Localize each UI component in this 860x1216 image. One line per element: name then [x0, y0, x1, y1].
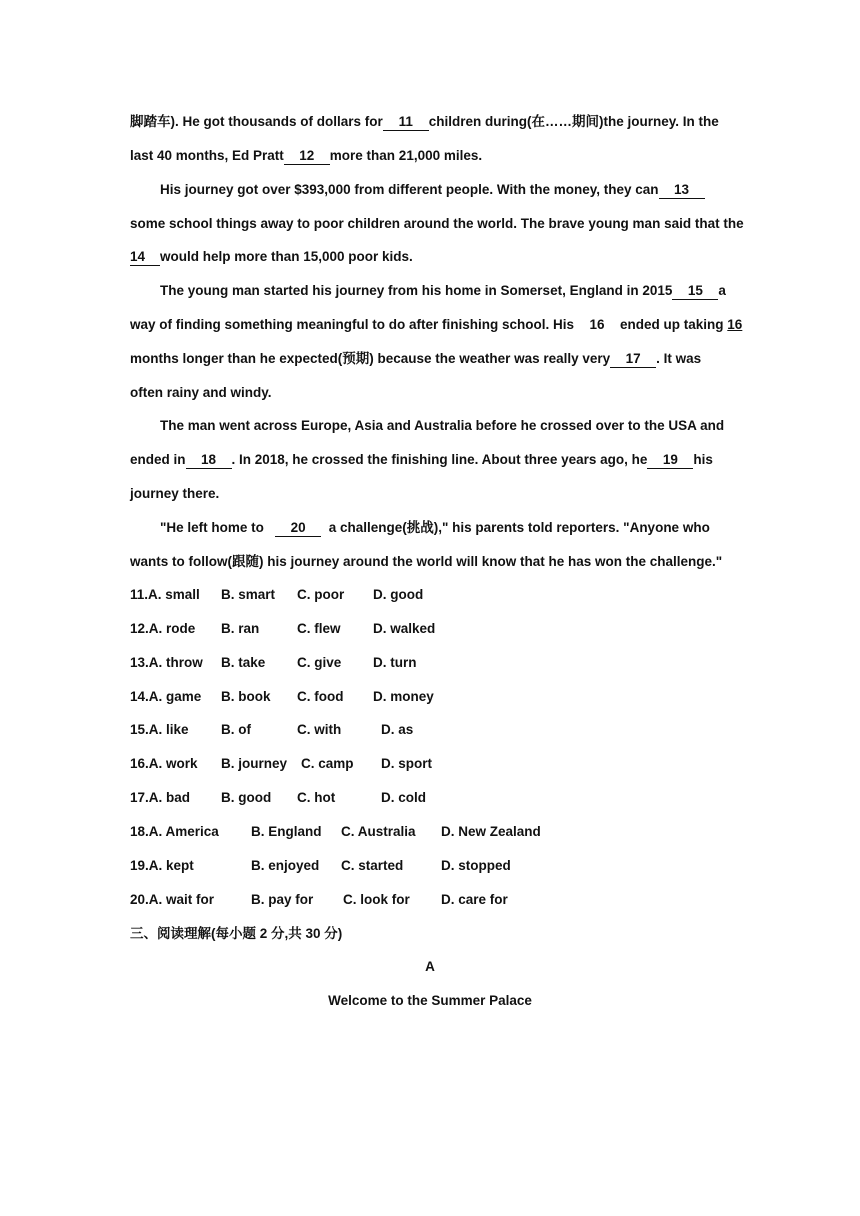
text: The young man started his journey from his home in Somerset, England in 2015 [160, 283, 673, 298]
text: . In 2018, he crossed the finishing line. About three years ago, he [231, 452, 648, 467]
blank-19: 19 [647, 452, 693, 469]
q12-option-a: 12.A. rode [130, 621, 196, 636]
text: wants to follow(跟随) his journey around the world will know that he has won the challenge." [130, 554, 723, 569]
q13-option-d: D. turn [373, 655, 417, 670]
q13-option-c: C. give [297, 655, 342, 670]
q17-option-d: D. cold [381, 790, 427, 805]
q11-option-b: B. smart [221, 587, 276, 602]
text: . It was [656, 351, 702, 366]
text: children during(在……期间)the journey. In the [428, 114, 719, 129]
passage-line-14 [130, 553, 722, 571]
passage-line-5 [130, 248, 413, 266]
passage-line-12 [130, 485, 219, 503]
blank-13: 13 [659, 182, 705, 199]
blank-12: 12 [284, 148, 330, 165]
q19-option-b: B. enjoyed [251, 858, 320, 873]
text: ended in [130, 452, 186, 467]
passage-line-3 [160, 181, 705, 199]
q15-option-a: 15.A. like [130, 722, 189, 737]
q14-option-b: B. book [221, 689, 271, 704]
text: months longer than he expected(预期) because the weather was really very [130, 351, 611, 366]
passage-line-2 [130, 147, 482, 165]
q20-option-b: B. pay for [251, 892, 314, 907]
q16-option-c: C. camp [301, 756, 354, 771]
q15-option-d: D. as [381, 722, 414, 737]
text: journey there. [130, 486, 220, 501]
reading-title: Welcome to the Summer Palace [328, 993, 532, 1008]
text: often rainy and windy. [130, 385, 272, 400]
passage-line-6 [160, 282, 726, 300]
q14-option-d: D. money [373, 689, 434, 704]
passage-line-8 [130, 350, 701, 368]
part-label: A [425, 959, 435, 974]
text: last 40 months, Ed Pratt [130, 148, 284, 163]
q15-option-c: C. with [297, 722, 342, 737]
q18-option-c: C. Australia [341, 824, 416, 839]
text: way of finding something meaningful to do after finishing school. His [130, 317, 575, 332]
underlined-16: 16 [727, 317, 743, 332]
q18-option-d: D. New Zealand [441, 824, 541, 839]
q17-option-a: 17.A. bad [130, 790, 191, 805]
q12-option-d: D. walked [373, 621, 436, 636]
text: a challenge(挑战)," his parents told reporters. "Anyone who [328, 520, 710, 535]
text: his [693, 452, 713, 467]
q17-option-b: B. good [221, 790, 272, 805]
q11-option-a: 11.A. small [130, 587, 200, 602]
q19-option-c: C. started [341, 858, 404, 873]
text: His journey got over $393,000 from different people. With the money, they can [160, 182, 659, 197]
text: some school things away to poor children around the world. The brave young man said that the [130, 216, 744, 231]
q16-option-d: D. sport [381, 756, 433, 771]
blank-18: 18 [186, 452, 232, 469]
q18-option-a: 18.A. America [130, 824, 219, 839]
q18-option-b: B. England [251, 824, 322, 839]
q13-option-b: B. take [221, 655, 266, 670]
q16-option-a: 16.A. work [130, 756, 198, 771]
q19-option-a: 19.A. kept [130, 858, 194, 873]
q20-option-a: 20.A. wait for [130, 892, 215, 907]
blank-20: 20 [275, 520, 321, 537]
q19-option-d: D. stopped [441, 858, 511, 873]
q16-option-b: B. journey [221, 756, 288, 771]
q20-option-c: C. look for [343, 892, 410, 907]
text: 脚踏车). He got thousands of dollars for [130, 114, 383, 129]
text: a [718, 283, 726, 298]
number-16: 16 [589, 317, 605, 332]
q12-option-b: B. ran [221, 621, 260, 636]
passage-line-9 [130, 384, 272, 402]
q14-option-a: 14.A. game [130, 689, 202, 704]
passage-line-7 [130, 316, 742, 334]
q13-option-a: 13.A. throw [130, 655, 203, 670]
blank-15: 15 [672, 283, 718, 300]
passage-line-13 [160, 519, 710, 537]
blank-11: 11 [383, 114, 429, 131]
q11-option-d: D. good [373, 587, 424, 602]
blank-17: 17 [610, 351, 656, 368]
q12-option-c: C. flew [297, 621, 341, 636]
passage-line-4 [130, 215, 744, 233]
passage-line-1 [130, 113, 719, 131]
text: "He left home to [160, 520, 264, 535]
text: more than 21,000 miles. [329, 148, 483, 163]
q17-option-c: C. hot [297, 790, 336, 805]
section-heading: 三、阅读理解(每小题 2 分,共 30 分) [130, 926, 343, 941]
q15-option-b: B. of [221, 722, 251, 737]
text: ended up taking [620, 317, 724, 332]
passage-line-10 [160, 417, 724, 435]
passage-line-11 [130, 451, 713, 469]
q20-option-d: D. care for [441, 892, 508, 907]
blank-14: 14 [130, 249, 160, 266]
text: The man went across Europe, Asia and Australia before he crossed over to the USA and [160, 418, 725, 433]
text: would help more than 15,000 poor kids. [160, 249, 413, 264]
q11-option-c: C. poor [297, 587, 345, 602]
q14-option-c: C. food [297, 689, 344, 704]
